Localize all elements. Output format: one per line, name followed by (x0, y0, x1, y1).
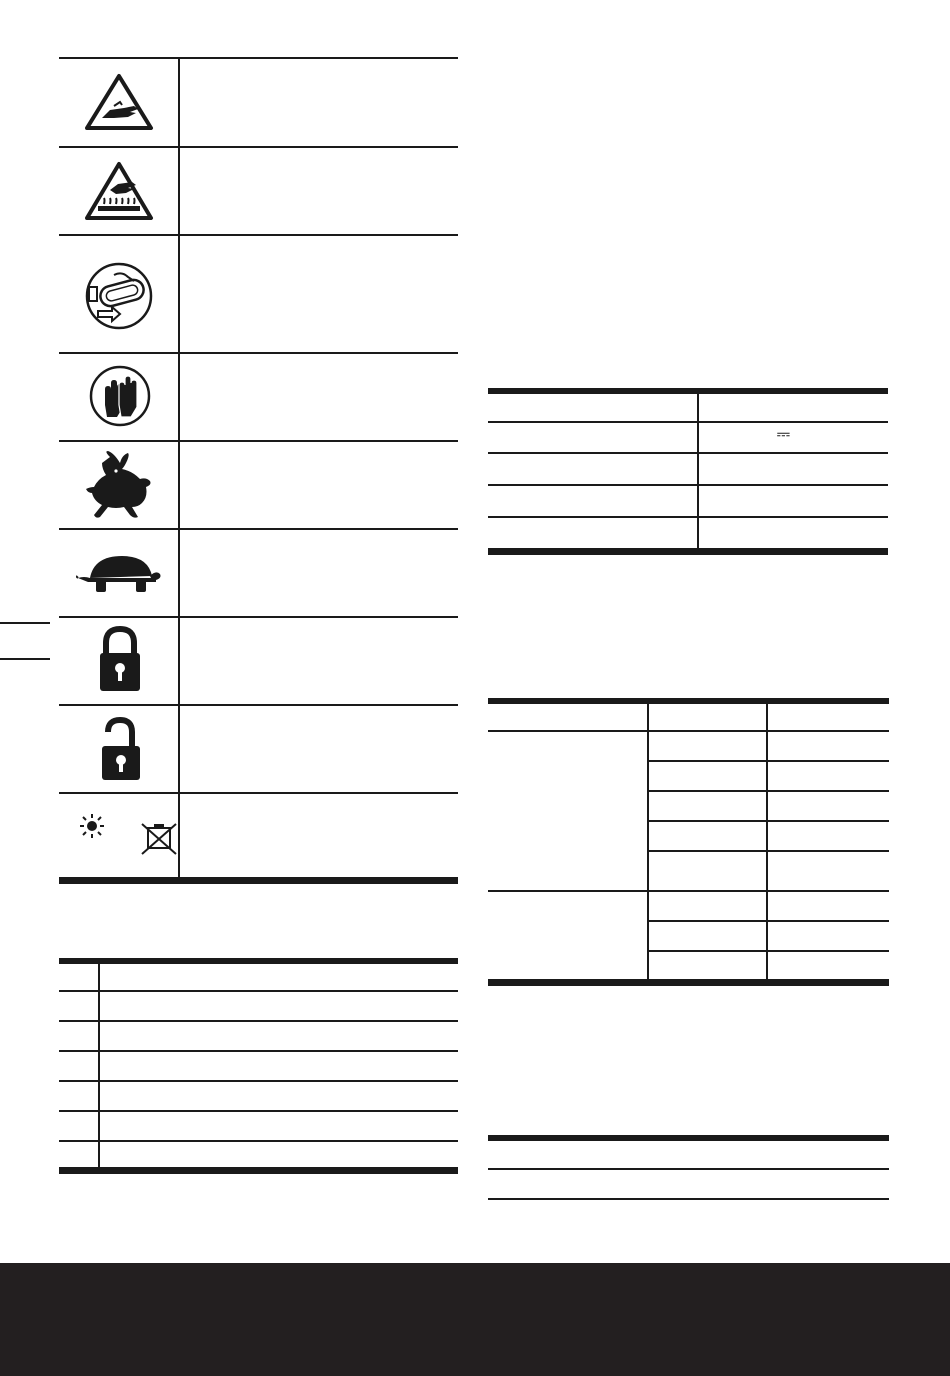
battery-table-top-rule (488, 698, 889, 704)
symbols-row-divider (59, 234, 458, 236)
components-row-divider (59, 1080, 458, 1082)
components-row-divider (59, 1020, 458, 1022)
battery-table-row-divider (648, 790, 889, 792)
page-footer-band (0, 1263, 950, 1376)
lock-open-icon (102, 716, 142, 782)
vibration-table-bottom-rule (488, 1198, 889, 1200)
battery-table-group-divider (488, 890, 889, 892)
battery-table-bottom-rule (488, 979, 889, 986)
insert-battery-icon (84, 261, 154, 331)
technical-data-column-divider (697, 392, 699, 552)
technical-data-row-divider (488, 452, 888, 454)
battery-table-row-divider (648, 760, 889, 762)
battery-table-header-divider (488, 730, 889, 732)
dc-voltage-symbol: ⎓ (777, 426, 790, 443)
page-tab-marker-top (0, 622, 50, 624)
hand-crush-warning-icon (84, 72, 154, 132)
components-table-bottom-rule (59, 1167, 458, 1174)
battery-table-column-divider-2 (766, 702, 768, 984)
technical-data-row-divider (488, 484, 888, 486)
technical-data-bottom-rule (488, 548, 888, 555)
battery-table-row-divider (648, 920, 889, 922)
symbols-row-divider (59, 616, 458, 618)
symbols-row-divider (59, 146, 458, 148)
vibration-table-row-divider (488, 1168, 889, 1170)
symbols-table-column-divider (178, 58, 180, 879)
components-row-divider (59, 1140, 458, 1142)
battery-table-column-divider-1 (647, 702, 649, 984)
components-row-divider (59, 990, 458, 992)
technical-data-row-divider (488, 516, 888, 518)
wear-gloves-icon (89, 365, 151, 427)
symbols-row-divider (59, 704, 458, 706)
battery-table-row-divider (648, 850, 889, 852)
technical-data-top-rule (488, 388, 888, 394)
page-tab-marker-bottom (0, 658, 50, 660)
battery-table-row-divider (648, 820, 889, 822)
components-row-divider (59, 1110, 458, 1112)
components-table-column-divider (98, 962, 100, 1174)
technical-data-row-divider (488, 421, 888, 423)
vibration-table-top-rule (488, 1135, 889, 1141)
symbols-row-divider (59, 792, 458, 794)
turtle-slow-speed-icon (76, 552, 164, 594)
hot-surface-warning-icon (84, 160, 154, 222)
symbols-table-bottom-rule (59, 877, 458, 884)
symbols-table-top-rule (59, 57, 458, 59)
symbols-row-divider (59, 528, 458, 530)
battery-table-row-divider (648, 950, 889, 952)
symbols-row-divider (59, 440, 458, 442)
lock-closed-icon (98, 625, 142, 693)
components-row-divider (59, 1050, 458, 1052)
symbols-row-divider (59, 352, 458, 354)
components-table-top-rule (59, 958, 458, 964)
light-and-battery-icon (78, 812, 178, 858)
rabbit-fast-speed-icon (80, 449, 162, 521)
